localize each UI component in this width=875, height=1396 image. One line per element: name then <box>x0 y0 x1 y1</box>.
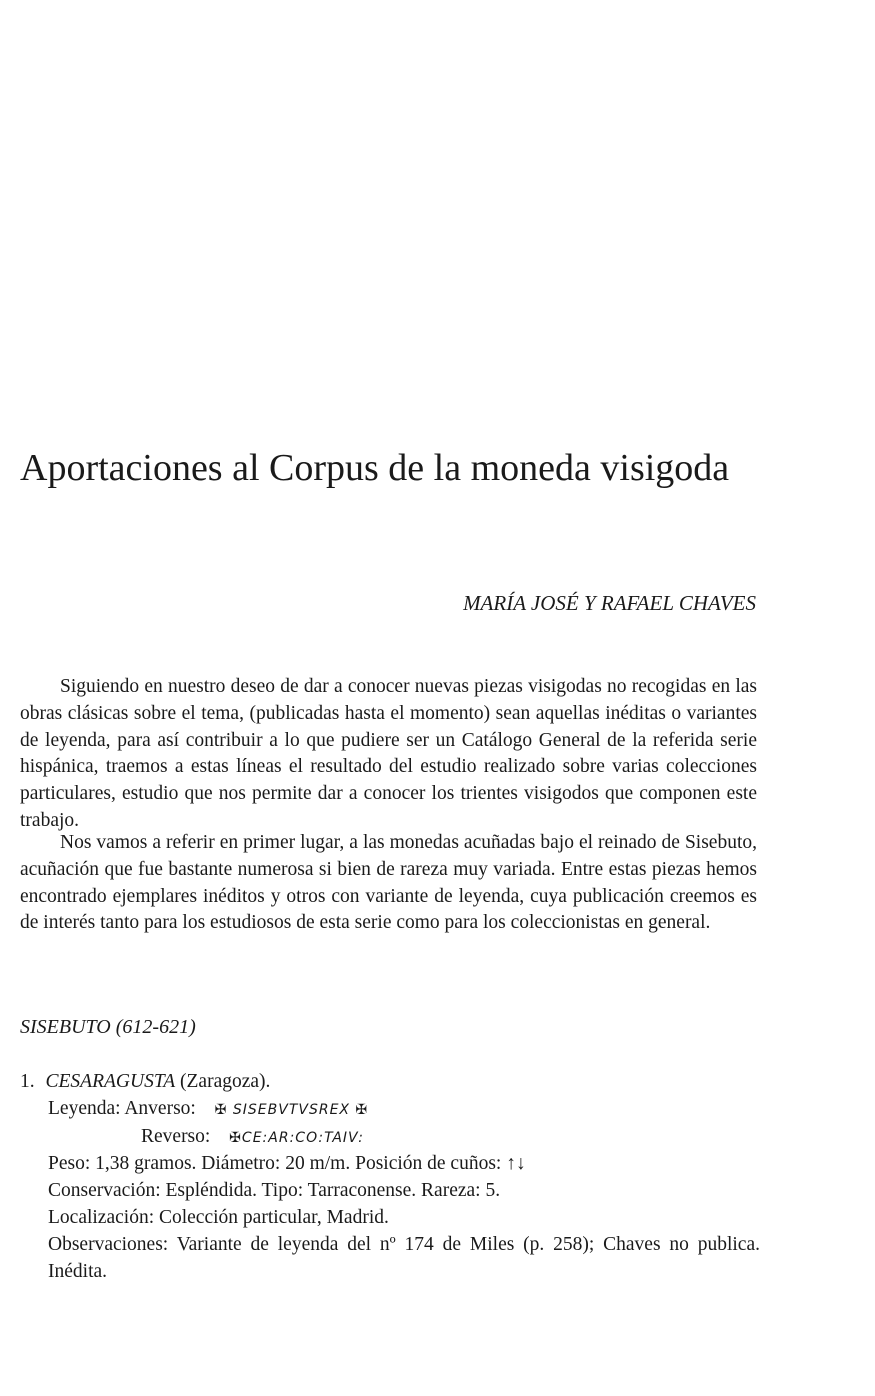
article-title: Aportaciones al Corpus de la moneda visigoda <box>20 447 730 489</box>
entry-mint: CESARAGUSTA <box>45 1071 176 1092</box>
location-line: Localización: Colección particular, Madrid. <box>48 1206 389 1228</box>
conservation-line: Conservación: Espléndida. Tipo: Tarraconense. Rareza: 5. <box>48 1180 501 1202</box>
paragraph-intro: Siguiendo en nuestro deseo de dar a conocer nuevas piezas visigodas no recogidas en las obras clásicas sobre el tema, (publicadas hasta el momento) sean aquellas inéditas o variantes de leyenda, para así contribuir a lo que pudiere ser un Catálogo General de la referida serie hispánica, traemos a estas líneas el resultado del estudio realizado sobre varias colecciones particulares, estudio que nos permite dar a conocer los trientes visigodos que componen este trabajo. <box>20 676 757 831</box>
legend-reverse-row <box>20 1124 760 1152</box>
author-byline: MARÍA JOSÉ Y RAFAEL CHAVES <box>463 591 756 615</box>
coin-entry <box>20 1069 760 1285</box>
section-heading: SISEBUTO (612-621) <box>20 1016 196 1038</box>
legend-obverse-text: ✠ SISEBVTVSREX ✠ <box>214 1101 369 1118</box>
entry-mint-modern: (Zaragoza). <box>180 1071 271 1092</box>
legend-obverse-label: Leyenda: Anverso: <box>48 1097 196 1119</box>
paragraph-sisebuto: Nos vamos a referir en primer lugar, a las monedas acuñadas bajo el reinado de Sisebuto, acuñación que fue bastante numerosa si bien de rareza muy variada. Entre estas piezas hemos encontrado ejemplares inéditos y otros con variante de leyenda, cuya publicación creemos es de interés tanto para los estudiosos de esta serie como para los coleccionistas en general. <box>20 832 757 934</box>
entry-number: 1. <box>20 1071 35 1092</box>
legend-reverse-text: ✠CE:AR:CO:TAIV: <box>229 1129 364 1146</box>
observations-line: Observaciones: Variante de leyenda del nº 174 de Miles (p. 258); Chaves no publica. Inédita. <box>48 1233 760 1282</box>
entry-header <box>20 1069 760 1096</box>
legend-obverse-row <box>20 1096 760 1124</box>
legend-reverse-label: Reverso: <box>141 1125 211 1147</box>
weight-line: Peso: 1,38 gramos. Diámetro: 20 m/m. Posición de cuños: ↑↓ <box>48 1153 526 1175</box>
